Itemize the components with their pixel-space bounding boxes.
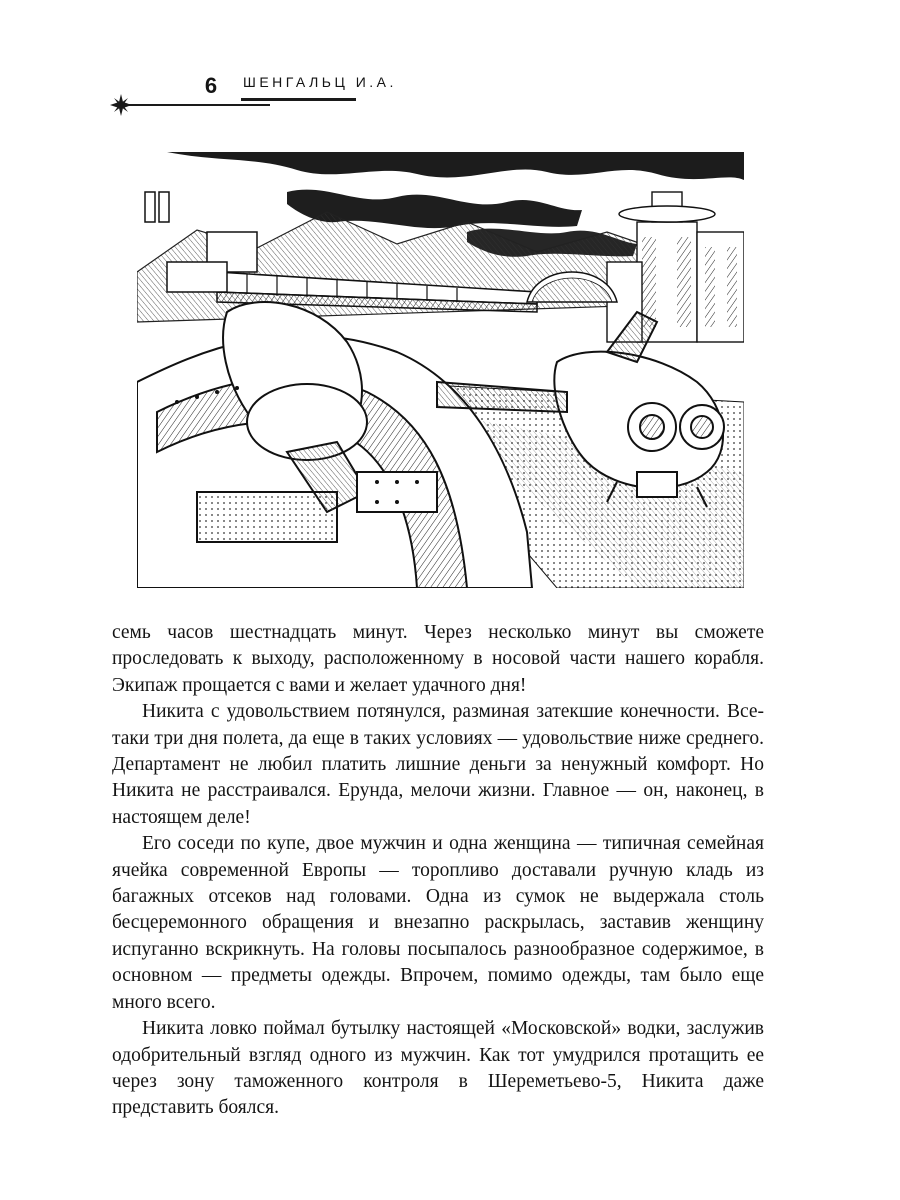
page-header [0,0,900,120]
paragraph: семь часов шестнадцать минут. Через несколько минут вы сможете проследовать к выходу, расположенному в носовой части нашего корабля. Экипаж прощается с вами и желает удачного дня! [112,622,764,696]
paragraph: Его соседи по купе, двое мужчин и одна женщина — типичная семейная ячейка современной Европы — торопливо доставали ручную кладь из багажных отсеков над головами. Одна из сумок не выдержала столь бесцеремонного обращения и внезапно раскрылась, заставив женщину испуганно вскрикнуть. На головы посыпалось разнообразное содержимое, в основном — предметы одежды. Впрочем, помимо одежды, там было еще много всего. [112,833,764,1013]
body-text [112,620,764,1122]
running-head-author: ШЕНГАЛЬЦ И.А. [243,74,397,90]
page-number: 6 [204,73,218,98]
futuristic-spaceport-illustration-icon [137,152,744,588]
header-rule-right [241,98,356,101]
header-rule-left [128,104,270,106]
paragraph: Никита ловко поймал бутылку настоящей «Московской» водки, заслужив одобрительный взгляд одного из мужчин. Как тот умудрился протащить ее через зону таможенного контроля в Шереметьево-5, Никита даже представить боялся. [112,1018,764,1119]
paragraph: Никита с удовольствием потянулся, разминая затекшие конечности. Все-таки три дня полета, да еще в таких условиях — удовольствие ниже среднего. Департамент не любил платить лишние деньги за ненужный комфорт. Но Никита не расстраивался. Ерунда, мелочи жизни. Главное — он, наконец, в настоящем деле! [112,701,764,828]
